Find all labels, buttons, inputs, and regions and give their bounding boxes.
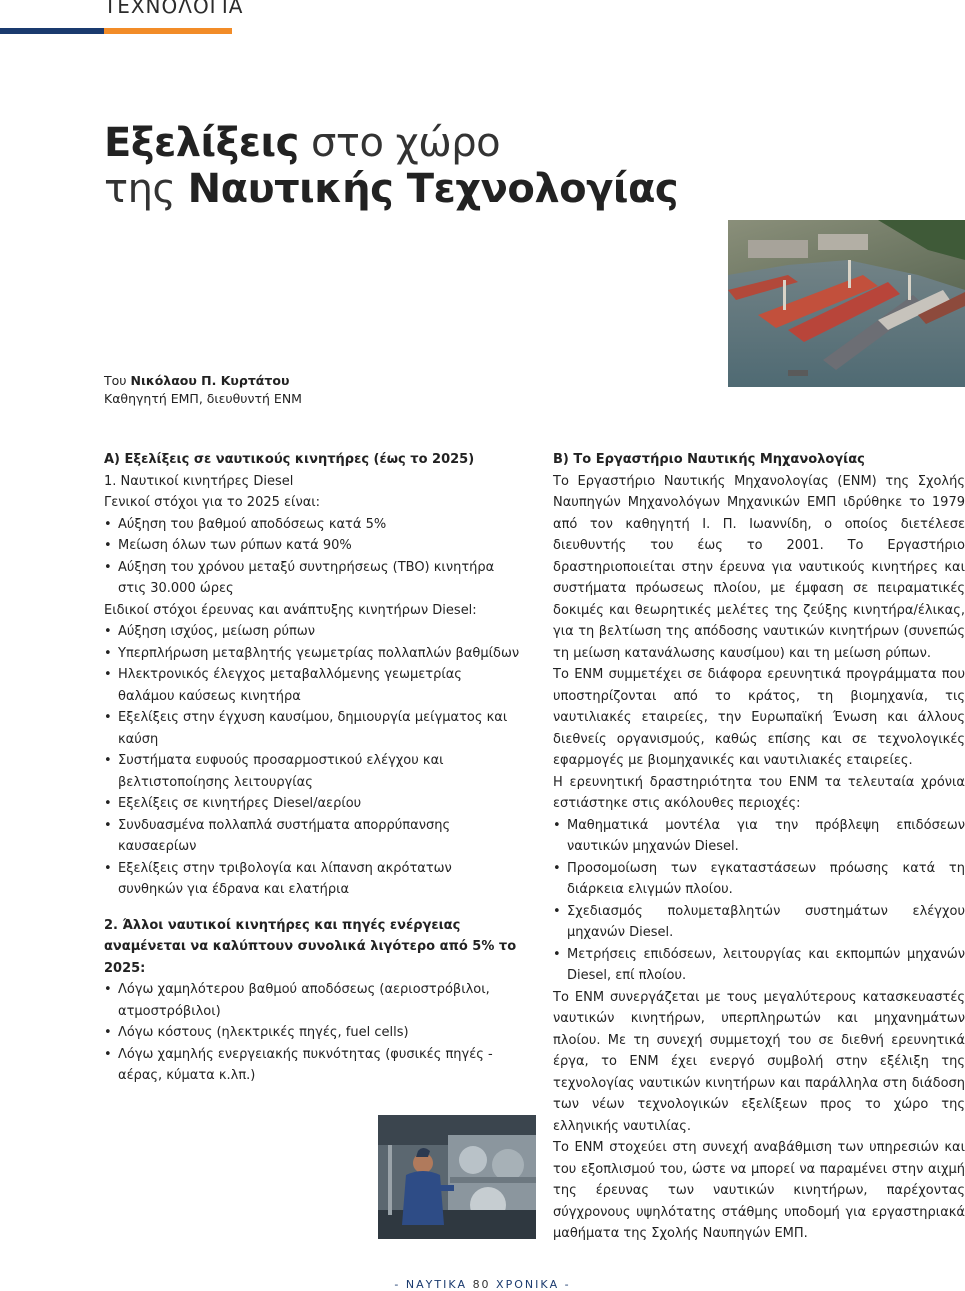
list-item: • Προσομοίωση των εγκαταστάσεων πρόωσης κατά τη διάρκεια ελιγμών πλοίου. [553,858,965,901]
list-item: • Λόγω κόστους (ηλεκτρικές πηγές, fuel cells) [104,1022,520,1044]
list-item: • Εξελίξεις στην έγχυση καυσίμου, δημιουργία μείγματος και καύση [104,707,520,750]
footer-right: ΧΡΟΝΙΚΑ - [490,1278,571,1291]
general-goals-list [104,514,520,600]
general-goals-intro: Γενικοί στόχοι για το 2025 είναι: [104,495,321,510]
title-light-2: της [104,166,188,212]
engine-room-photo [378,1115,536,1239]
special-goals-intro: Ειδικοί στόχοι έρευνας και ανάπτυξης κινητήρων Diesel: [104,602,477,618]
author-role: Καθηγητή ΕΜΠ, διευθυντή ΕΝΜ [104,391,302,406]
list-item: • Υπερπλήρωση μεταβλητής γεωμετρίας πολλαπλών βαθμίδων [104,643,520,665]
left-column [104,449,520,1087]
list-item: • Συστήματα ευφυούς προσαρμοστικού ελέγχου και βελτιστοποίησης λειτουργίας [104,750,520,793]
header-bar-orange [104,28,232,34]
list-item: • Αύξηση ισχύος, μείωση ρύπων [104,621,520,643]
special-goals-list [104,621,520,901]
list-item: • Συνδυασμένα πολλαπλά συστήματα απορρύπανσης καυσαερίων [104,815,520,858]
list-item: • Μείωση όλων των ρύπων κατά 90% [104,535,520,557]
author-name: Νικόλαου Π. Κυρτάτου [130,373,290,388]
title-rest-1: στο χώρο [298,120,501,166]
list-item: • Εξελίξεις στην τριβολογία και λίπανση ακρότατων συνθηκών για έδρανα και ελατήρια [104,858,520,901]
list-item: • Ηλεκτρονικός έλεγχος μεταβαλλόμενης γεωμετρίας θαλάμου καύσεως κινητήρα [104,664,520,707]
header-bar-navy [0,28,104,34]
page-number: 80 [472,1278,491,1291]
paragraph: Το ΕΝΜ συμμετέχει σε διάφορα ερευνητικά προγράμματα που υποστηρίζονται από το κράτος, τη βιομηχανία, τις ναυτιλιακές εταιρείες, την Ευρωπαϊκή Ένωση και άλλους διεθνείς οργανισμούς, καθώς επίσης και σε τεχνολογικές εφαρμογές με βιομηχανικές και ναυτιλιακές εταιρείες. [553,667,965,768]
paragraph: Το ΕΝΜ συνεργάζεται με τους μεγαλύτερους κατασκευαστές ναυτικών κινητήρων, υπερπληρωτών και μηχανημάτων πλοίου. Με τη συνεχή συμμετοχή του σε διεθνή ερευνητικά έργα, το ΕΝΜ έχει ενεργό συμβολή στην εξέλιξη της τεχνολογίας ναυτικών κινητήρων και παράλληλα στη διάδοση των νέων τεχνολογικών εξελίξεων προς το χώρο της ελληνικής ναυτιλίας. [553,989,965,1134]
list-item: • Αύξηση του χρόνου μεταξύ συντηρήσεως (TBO) κινητήρα στις 30.000 ώρες [104,557,520,600]
paragraph: Η ερευνητική δραστηριότητα του ΕΝΜ τα τελευταία χρόνια εστιάστηκε στις ακόλουθες περιοχές: [553,774,965,811]
list-item: • Αύξηση του βαθμού αποδόσεως κατά 5% [104,514,520,536]
author-block [104,372,302,408]
page-footer [0,1278,965,1291]
article-title [104,120,678,212]
subsection-2-title: 2. Άλλοι ναυτικοί κινητήρες και πηγές ενέργειας αναμένεται να καλύπτουν συνολικά λιγότερο από 5% το 2025: [104,917,517,976]
other-sources-list [104,979,520,1087]
list-item: • Εξελίξεις σε κινητήρες Diesel/αερίου [104,793,520,815]
subsection-1-title: 1. Ναυτικοί κινητήρες Diesel [104,473,294,489]
paragraph: Το Εργαστήριο Ναυτικής Μηχανολογίας (ΕΝΜ) της Σχολής Ναυπηγών Μηχανολόγων Μηχανικών ΕΜΠ ιδρύθηκε το 1979 από τον καθηγητή Ι. Π. Ιωαννίδη, ο οποίος διετέλεσε διευθυντής του έως το 2001. Το Εργαστήριο δραστηριοποιείται στην έρευνα για ναυτικούς κινητήρες και συστήματα πρόωσεως πλοίου, με έμφαση σε πειραματικές δοκιμές και θεωρητικές μελέτες της ζεύξης κινητήρα/έλικας, για τη βελτίωση της απόδοσης ναυτικών κινητήρων (συνεπώς τη μείωση κατανάλωσης καυσίμου) και τη μείωση ρύπων. [553,473,965,661]
list-item: • Λόγω χαμηλότερου βαθμού αποδόσεως (αεριοστρόβιλοι, ατμοστρόβιλοι) [104,979,520,1022]
right-column [553,449,965,1245]
research-areas-list [553,815,965,987]
list-item: • Μετρήσεις επιδόσεων, λειτουργίας και εκπομπών μηχανών Diesel, επί πλοίου. [553,944,965,987]
section-a-heading: Α) Εξελίξεις σε ναυτικούς κινητήρες (έως το 2025) [104,452,475,467]
paragraph: Το ΕΝΜ στοχεύει στη συνεχή αναβάθμιση των υπηρεσιών και του εξοπλισμού του, ώστε να μπορεί να παραμένει στην αιχμή της έρευνας των ναυτικών κινητήρων, παρέχοντας σύγχρονους υψηλότατης στάθμης υποδομή για εργαστηριακά μαθήματα της Σχολής Ναυπηγών ΕΜΠ. [553,1140,965,1241]
list-item: • Μαθηματικά μοντέλα για την πρόβλεψη επιδόσεων ναυτικών μηχανών Diesel. [553,815,965,858]
footer-left: - ΝΑΥΤΙΚΑ [394,1278,473,1291]
title-bold-1: Εξελίξεις [104,120,299,166]
section-b-heading: Β) Το Εργαστήριο Ναυτικής Μηχανολογίας [553,452,865,467]
list-item: • Λόγω χαμηλής ενεργειακής πυκνότητας (φυσικές πηγές - αέρας, κύματα κ.λπ.) [104,1044,520,1087]
list-item: • Σχεδιασμός πολυμεταβλητών συστημάτων ελέγχου μηχανών Diesel. [553,901,965,944]
section-label: ΤΕΧΝΟΛΟΓΙΑ [104,0,244,18]
shipyard-photo [728,220,965,387]
title-bold-2: Ναυτικής Τεχνολογίας [187,166,679,212]
author-prefix: Του [104,373,131,388]
